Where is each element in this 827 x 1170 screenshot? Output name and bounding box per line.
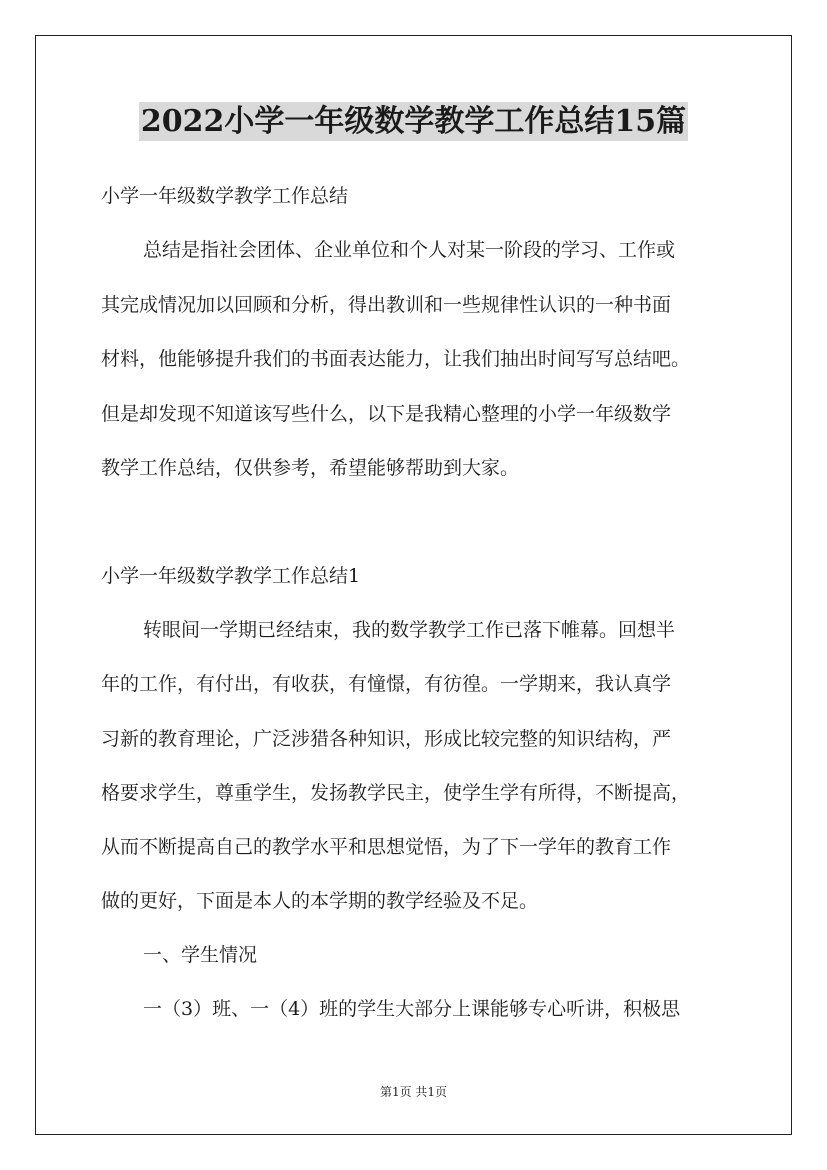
body-line: 转眼间一学期已经结束，我的数学教学工作已落下帷幕。回想半	[143, 619, 676, 641]
intro-line: 但是却发现不知道该写些什么，以下是我精心整理的小学一年级数学	[101, 403, 672, 425]
intro-line: 材料，他能够提升我们的书面表达能力，让我们抽出时间写写总结吧。	[101, 348, 691, 370]
intro-line: 总结是指社会团体、企业单位和个人对某一阶段的学习、工作或	[143, 239, 676, 261]
body-line: 习新的教育理论，广泛涉猎各种知识，形成比较完整的知识结构，严	[101, 728, 672, 750]
body-line: 做的更好，下面是本人的本学期的教学经验及不足。	[101, 890, 539, 912]
intro-line: 教学工作总结，仅供参考，希望能够帮助到大家。	[101, 457, 520, 479]
page-footer: 第1页 共1页	[379, 1085, 448, 1099]
body-line: 一（3）班、一（4）班的学生大部分上课能够专心听讲，积极思	[143, 998, 681, 1020]
section-heading-2: 小学一年级数学教学工作总结1	[101, 565, 361, 587]
body-line: 年的工作，有付出，有收获，有憧憬，有彷徨。一学期来，我认真学	[101, 673, 672, 695]
body-line: 从而不断提高自己的教学水平和思想觉悟，为了下一学年的教育工作	[101, 836, 672, 858]
subheading: 一、学生情况	[143, 944, 258, 966]
intro-line: 其完成情况加以回顾和分析，得出教训和一些规律性认识的一种书面	[101, 294, 672, 316]
document-title-wrap	[0, 100, 827, 144]
section-heading-1: 小学一年级数学教学工作总结	[101, 185, 349, 207]
document-title: 2022小学一年级数学教学工作总结15篇	[140, 104, 687, 139]
body-line: 格要求学生，尊重学生，发扬教学民主，使学生学有所得，不断提高，	[101, 782, 691, 804]
